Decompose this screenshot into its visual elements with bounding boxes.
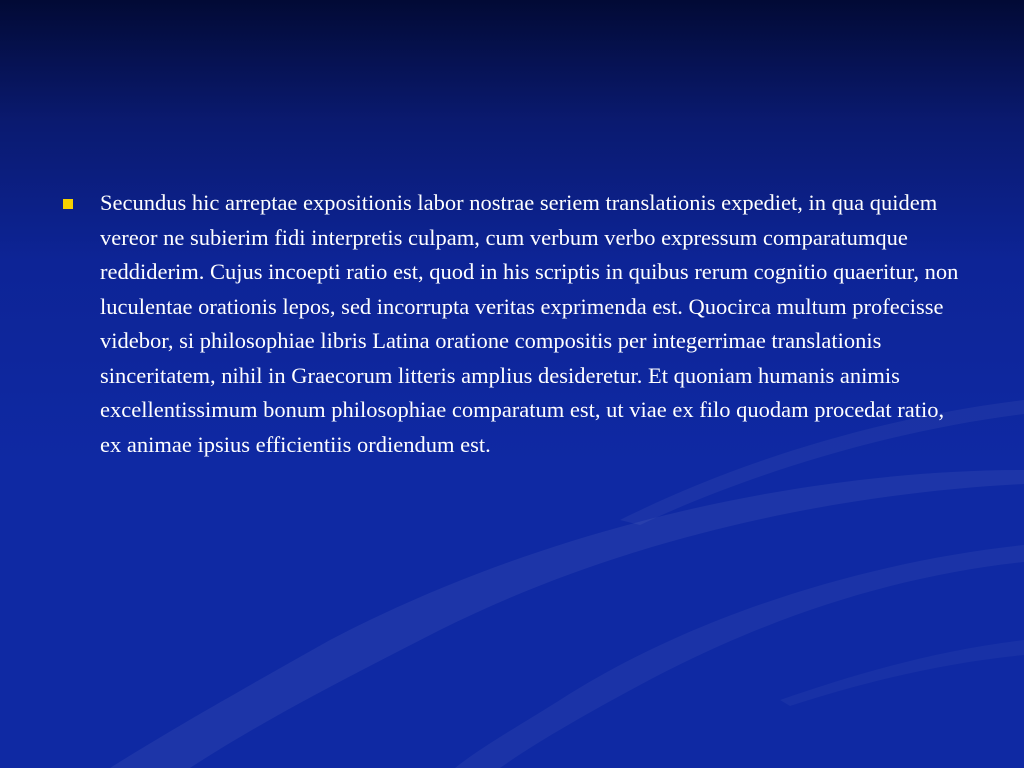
square-bullet-icon	[63, 199, 73, 209]
bullet-text: Secundus hic arreptae expositionis labor nostrae seriem translationis expediet, in qua quidem vereor ne subierim fidi interpretis culpam, cum verbum verbo expressum comparatumque reddiderim. Cujus incoepti ratio est, quod in his scriptis in quibus rerum cognitio quaeritur, non luculentae orationis lepos, sed incorrupta veritas exprimenda est. Quocirca multum profecisse videbor, si philosophiae libris Latina oratione compositis per integerrimae translationis sinceritatem, nihil in Graecorum litteris amplius desideretur. Et quoniam humanis animis excellentissimum bonum philosophiae comparatum est, ut viae ex filo quodam procedat ratio, ex animae ipsius efficientiis ordiendum est.	[100, 190, 959, 457]
